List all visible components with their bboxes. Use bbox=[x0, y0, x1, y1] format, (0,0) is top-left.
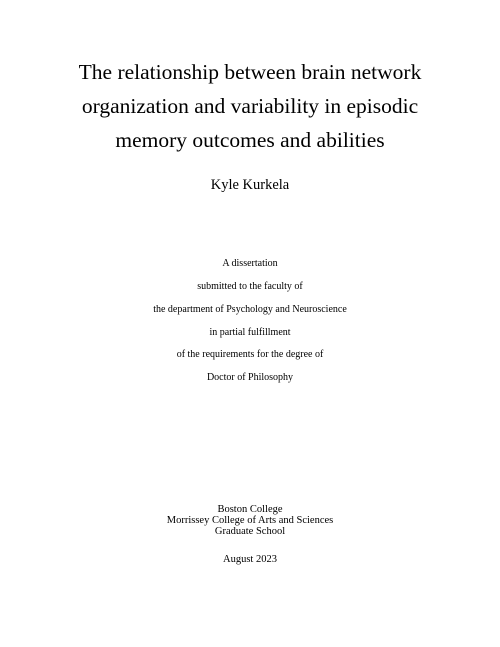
statement-line-1: A dissertation bbox=[222, 258, 278, 269]
title-line-1: The relationship between brain network bbox=[78, 60, 422, 84]
statement-line-2: submitted to the faculty of bbox=[197, 281, 303, 292]
title-line-3: memory outcomes and abilities bbox=[115, 128, 385, 152]
submission-date: August 2023 bbox=[223, 554, 277, 565]
title-line-2: organization and variability in episodic bbox=[81, 94, 419, 118]
statement-line-5: of the requirements for the degree of bbox=[176, 349, 324, 360]
institution-line-2: Morrissey College of Arts and Sciences bbox=[166, 515, 334, 526]
author-name: Kyle Kurkela bbox=[210, 177, 290, 193]
institution-line-3: Graduate School bbox=[214, 526, 286, 537]
statement-line-6: Doctor of Philosophy bbox=[206, 372, 294, 383]
institution-line-1: Boston College bbox=[217, 504, 283, 515]
statement-line-3: the department of Psychology and Neuroscience bbox=[153, 304, 347, 315]
statement-line-4: in partial fulfillment bbox=[209, 327, 291, 338]
